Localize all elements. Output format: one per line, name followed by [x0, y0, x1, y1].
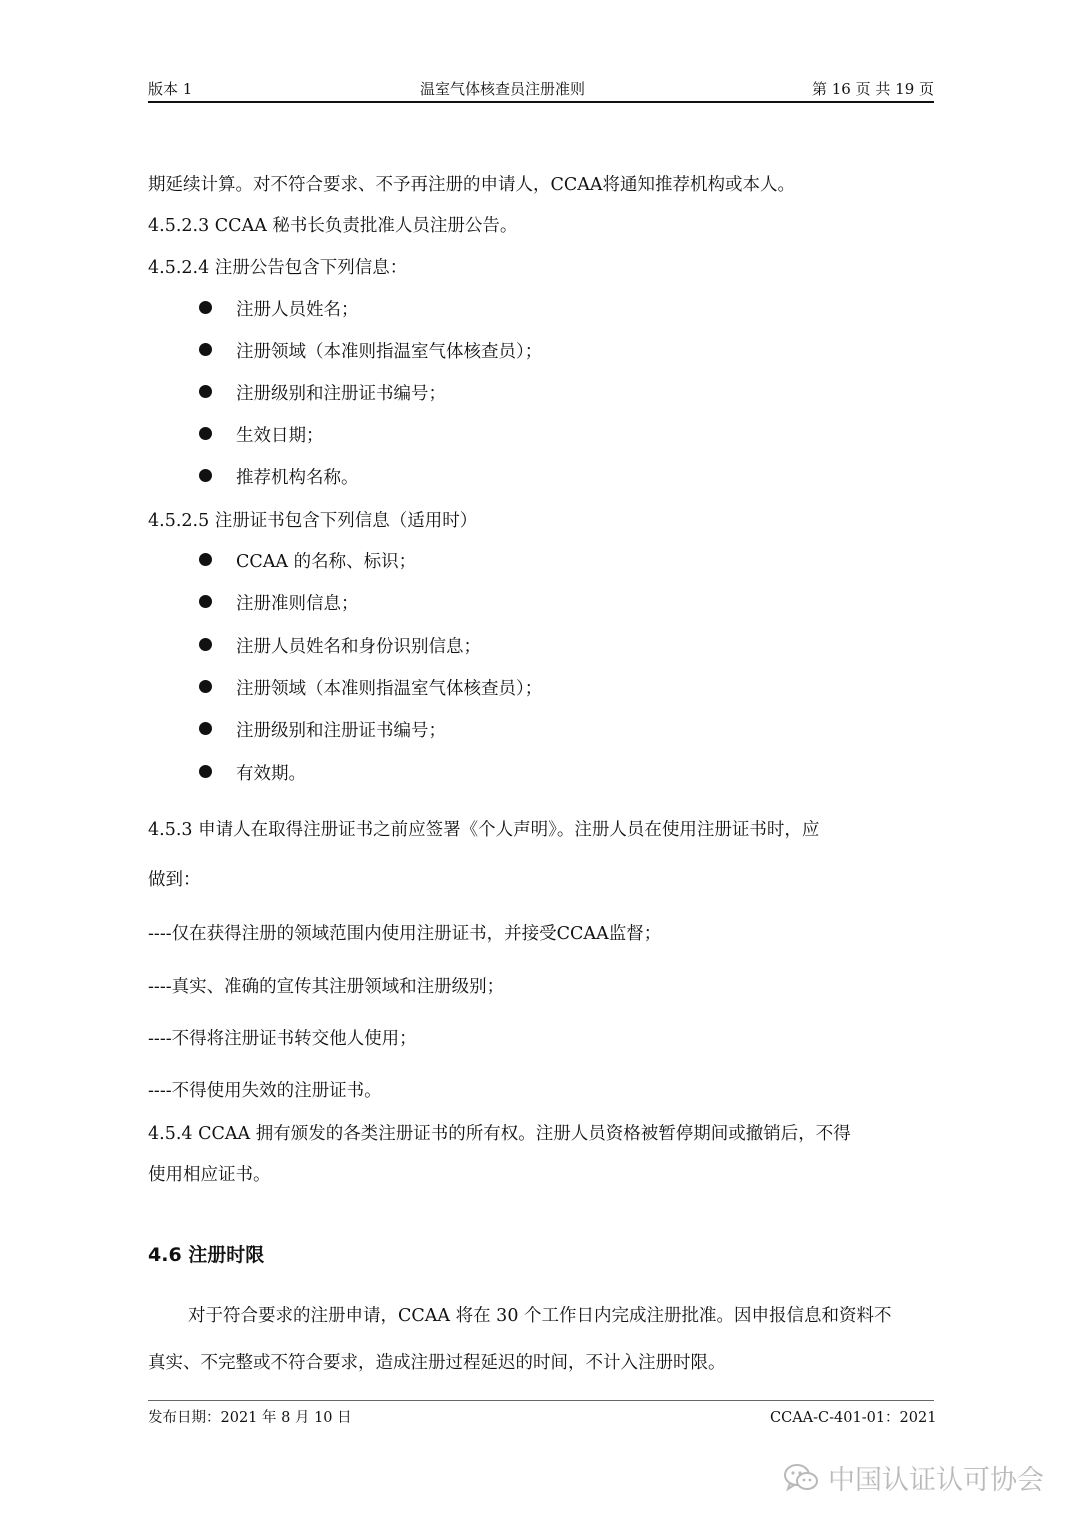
- header-title: 温室气体核查员注册准则: [420, 80, 586, 98]
- bullet-icon: [199, 469, 212, 482]
- bullet-icon: [199, 765, 212, 778]
- bullet-icon: [199, 595, 212, 608]
- bullet-icon: [199, 722, 212, 735]
- header-rule: [148, 101, 934, 103]
- footer-publish-date: 发布日期：2021 年 8 月 10 日: [148, 1410, 352, 1426]
- clause-4524: 4.5.2.4 注册公告包含下列信息：: [148, 258, 408, 278]
- clause-454-line2: 使用相应证书。: [148, 1165, 271, 1185]
- clause-4523: 4.5.2.3 CCAA 秘书长负责批准人员注册公告。: [148, 216, 518, 236]
- watermark: [782, 1458, 1044, 1497]
- list-item: ----不得将注册证书转交他人使用；: [148, 1029, 417, 1049]
- bullet-icon: [199, 638, 212, 651]
- clause-453-line1: 4.5.3 申请人在取得注册证书之前应签署《个人声明》。注册人员在使用注册证书时，应: [148, 820, 820, 840]
- bullet-icon: [199, 680, 212, 693]
- para-continuation: 期延续计算。对不符合要求、不予再注册的申请人，CCAA将通知推荐机构或本人。: [148, 175, 796, 195]
- bullet-icon: [199, 385, 212, 398]
- list-item: ----不得使用失效的注册证书。: [148, 1081, 382, 1101]
- list-item: 生效日期；: [236, 426, 324, 446]
- section-46-line2: 真实、不完整或不符合要求，造成注册过程延迟的时间，不计入注册时限。: [148, 1353, 726, 1373]
- bullet-icon: [199, 553, 212, 566]
- list-item: 注册级别和注册证书编号；: [236, 721, 446, 741]
- header-version: 版本 1: [148, 80, 193, 98]
- clause-4525: 4.5.2.5 注册证书包含下列信息（适用时）: [148, 511, 478, 531]
- footer-rule: [148, 1400, 934, 1401]
- list-item: CCAA 的名称、标识；: [236, 552, 417, 572]
- list-item: 有效期。: [236, 764, 306, 784]
- list-item: 注册级别和注册证书编号；: [236, 384, 446, 404]
- list-item: ----真实、准确的宣传其注册领域和注册级别；: [148, 977, 505, 997]
- bullet-icon: [199, 343, 212, 356]
- list-item: 注册领域（本准则指温室气体核查员）；: [236, 342, 543, 362]
- list-item: 注册准则信息；: [236, 594, 359, 614]
- bullet-icon: [199, 301, 212, 314]
- bullet-icon: [199, 427, 212, 440]
- clause-454-line1: 4.5.4 CCAA 拥有颁发的各类注册证书的所有权。注册人员资格被暂停期间或撤销后，不得: [148, 1124, 851, 1144]
- list-item: 推荐机构名称。: [236, 468, 359, 488]
- section-46-title: 4.6 注册时限: [148, 1244, 265, 1266]
- footer-doc-code: CCAA-C-401-01：2021: [770, 1410, 937, 1426]
- header-page-number: 第 16 页 共 19 页: [812, 80, 935, 98]
- wechat-icon: [782, 1462, 820, 1494]
- watermark-text: 中国认证认可协会: [828, 1465, 1044, 1496]
- list-item: ----仅在获得注册的领域范围内使用注册证书，并接受CCAA监督；: [148, 924, 662, 944]
- clause-453-line2: 做到：: [148, 870, 201, 890]
- list-item: 注册人员姓名；: [236, 300, 359, 320]
- section-46-line1: 对于符合要求的注册申请，CCAA 将在 30 个工作日内完成注册批准。因申报信息和资料不: [188, 1306, 892, 1326]
- list-item: 注册人员姓名和身份识别信息；: [236, 637, 481, 657]
- list-item: 注册领域（本准则指温室气体核查员）；: [236, 679, 543, 699]
